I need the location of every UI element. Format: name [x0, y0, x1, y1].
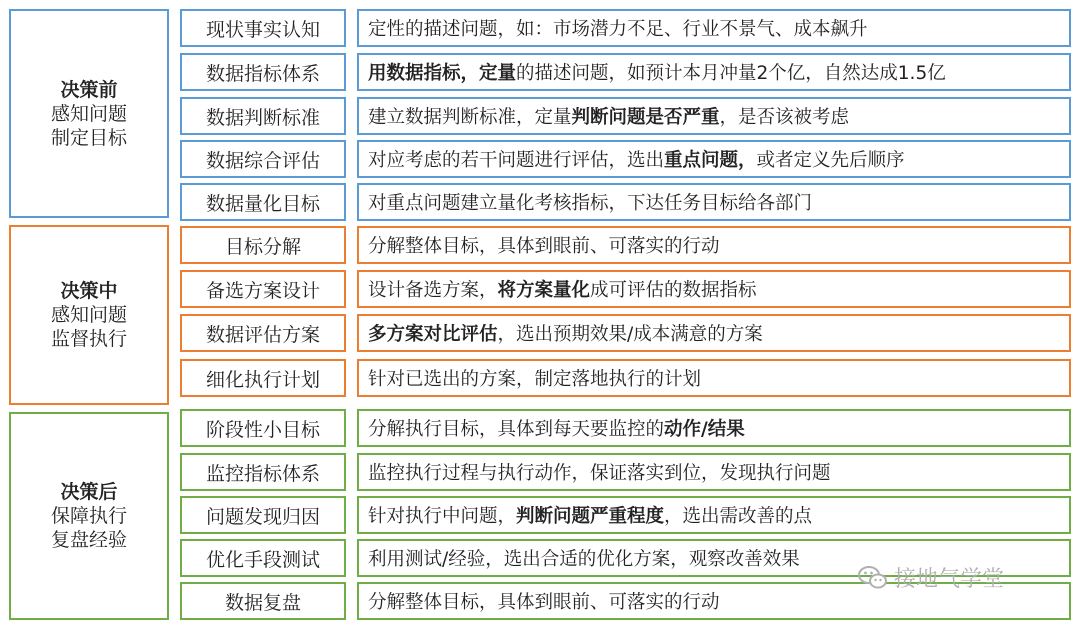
description-text: 成可评估的数据指标: [590, 280, 757, 301]
step-box: 备选方案设计: [180, 270, 346, 308]
step-box: 优化手段测试: [180, 539, 346, 577]
description-box: [357, 183, 1071, 221]
step-box: 数据判断标准: [180, 97, 346, 135]
description-text: ，选出预期效果/成本满意的方案: [497, 324, 763, 345]
description-box: [357, 409, 1071, 447]
description-text: 的描述问题，如预计本月冲量2个亿，自然达成1.5亿: [516, 63, 946, 84]
description-box: [357, 226, 1071, 264]
step-box: 现状事实认知: [180, 9, 346, 47]
description-text: 分解整体目标，具体到眼前、可落实的行动: [368, 592, 720, 613]
watermark: [858, 562, 1004, 593]
step-box: 目标分解: [180, 226, 346, 264]
description-bold: 判断问题严重程度: [516, 506, 665, 527]
step-box: 监控指标体系: [180, 453, 346, 491]
phase-line: 制定目标: [50, 126, 127, 149]
wechat-icon: [858, 565, 888, 591]
step-box: 细化执行计划: [180, 359, 346, 397]
phase-title: 决策中: [60, 280, 118, 302]
phase-line: 保障执行: [50, 505, 127, 527]
description-text: 对重点问题建立量化考核指标，下达任务目标给各部门: [368, 193, 813, 214]
phase-line: 复盘经验: [50, 529, 127, 551]
description-box: [357, 453, 1071, 491]
watermark-text: 接地气学堂: [894, 567, 1005, 592]
step-box: 数据综合评估: [180, 140, 346, 178]
description-text: 定性的描述问题，如：市场潜力不足、行业不景气、成本飙升: [368, 19, 868, 40]
phase-after: [9, 412, 169, 620]
step-box: 阶段性小目标: [180, 409, 346, 447]
description-bold: 将方案量化: [497, 280, 591, 301]
description-text: 监控执行过程与执行动作，保证落实到位，发现执行问题: [368, 463, 831, 484]
description-bold: 判断问题是否严重: [571, 107, 720, 128]
description-text: 建立数据判断标准，定量: [368, 107, 572, 128]
step-box: 数据评估方案: [180, 314, 346, 352]
description-text: 对应考虑的若干问题进行评估，选出: [368, 150, 665, 171]
step-box: 问题发现归因: [180, 496, 346, 534]
description-text: 分解整体目标，具体到眼前、可落实的行动: [368, 236, 720, 257]
phase-title: 决策后: [60, 481, 118, 503]
description-box: [357, 359, 1071, 397]
description-text: 针对已选出的方案，制定落地执行的计划: [368, 369, 702, 390]
description-text: 利用测试/经验，选出合适的优化方案，观察改善效果: [368, 549, 800, 570]
phase-before: [9, 9, 169, 218]
phase-during: [9, 225, 169, 405]
description-text: 针对执行中问题，: [368, 506, 517, 527]
phase-title: 决策前: [60, 78, 118, 101]
description-box: [357, 53, 1071, 91]
description-bold: 用数据指标，定量: [368, 63, 517, 84]
description-bold: 重点问题，: [664, 150, 757, 171]
description-box: [357, 140, 1071, 178]
description-bold: 动作/结果: [664, 419, 745, 440]
description-text: 或者定义先后顺序: [756, 150, 905, 171]
description-bold: 多方案对比评估: [368, 324, 498, 345]
phase-line: 感知问题: [50, 304, 127, 326]
description-box: [357, 496, 1071, 534]
description-text: ，是否该被考虑: [719, 107, 850, 128]
description-box: [357, 270, 1071, 308]
phase-line: 监督执行: [50, 328, 127, 350]
description-box: [357, 97, 1071, 135]
description-box: [357, 314, 1071, 352]
phase-line: 感知问题: [50, 102, 127, 125]
description-text: ，选出需改善的点: [664, 506, 813, 527]
step-box: 数据复盘: [180, 582, 346, 620]
description-box: [357, 9, 1071, 47]
step-box: 数据指标体系: [180, 53, 346, 91]
description-text: 设计备选方案，: [368, 280, 498, 301]
description-text: 分解执行目标，具体到每天要监控的: [368, 419, 665, 440]
step-box: 数据量化目标: [180, 183, 346, 221]
